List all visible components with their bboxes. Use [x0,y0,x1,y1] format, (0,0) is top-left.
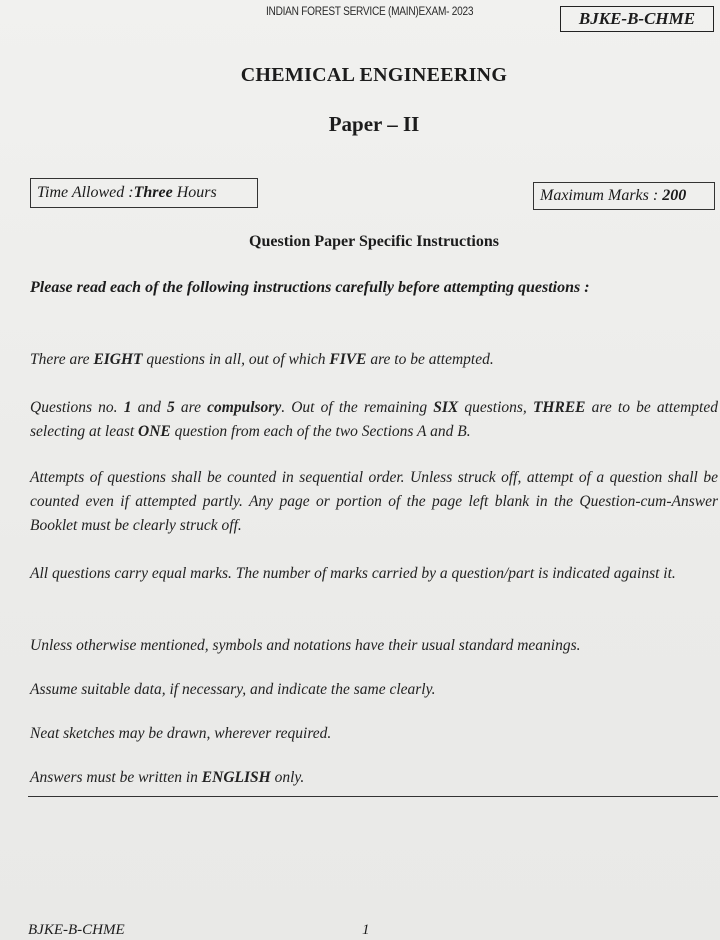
instruction-english: Answers must be written in ENGLISH only. [30,769,305,786]
instruction-sequential-order: Attempts of questions shall be counted in sequential order. Unless struck off, attempt of a question shall be counted even if attempted partly. Any page or portion of the page left blank in the Question-cum-Answer Booklet must be clearly struck off. [30,469,718,534]
instructions-heading: Question Paper Specific Instructions [249,233,499,250]
page-number: 1 [362,922,370,938]
instructions-intro: Please read each of the following instructions carefully before attempting questions : [30,279,590,296]
exam-title: INDIAN FOREST SERVICE (MAIN)EXAM- 2023 [266,6,474,18]
instruction-eight-questions: There are EIGHT questions in all, out of which FIVE are to be attempted. [30,351,494,368]
time-allowed-box [30,178,258,208]
instruction-symbols: Unless otherwise mentioned, symbols and notations have their usual standard meanings. [30,637,581,654]
maximum-marks-box [533,182,715,210]
footer-paper-code: BJKE-B-CHME [28,922,125,938]
paper-code-box: BJKE-B-CHME [560,6,714,32]
instruction-sketches: Neat sketches may be drawn, wherever required. [30,725,332,742]
time-unit: Hours [172,184,217,201]
divider-line [28,796,718,797]
instruction-compulsory: Questions no. 1 and 5 are compulsory. Out of the remaining SIX questions, THREE are to be attempted selecting at least ONE question from each of the two Sections A and B. [30,399,718,440]
time-value: Three [133,184,173,201]
marks-label: Maximum Marks : [540,187,663,204]
paper-title: Paper – II [328,112,420,136]
marks-value: 200 [662,187,687,204]
time-label: Time Allowed : [37,184,134,201]
subject-title: CHEMICAL ENGINEERING [240,64,508,86]
instruction-suitable-data: Assume suitable data, if necessary, and indicate the same clearly. [30,681,436,698]
instruction-equal-marks: All questions carry equal marks. The number of marks carried by a question/part is indicated against it. [30,565,676,582]
